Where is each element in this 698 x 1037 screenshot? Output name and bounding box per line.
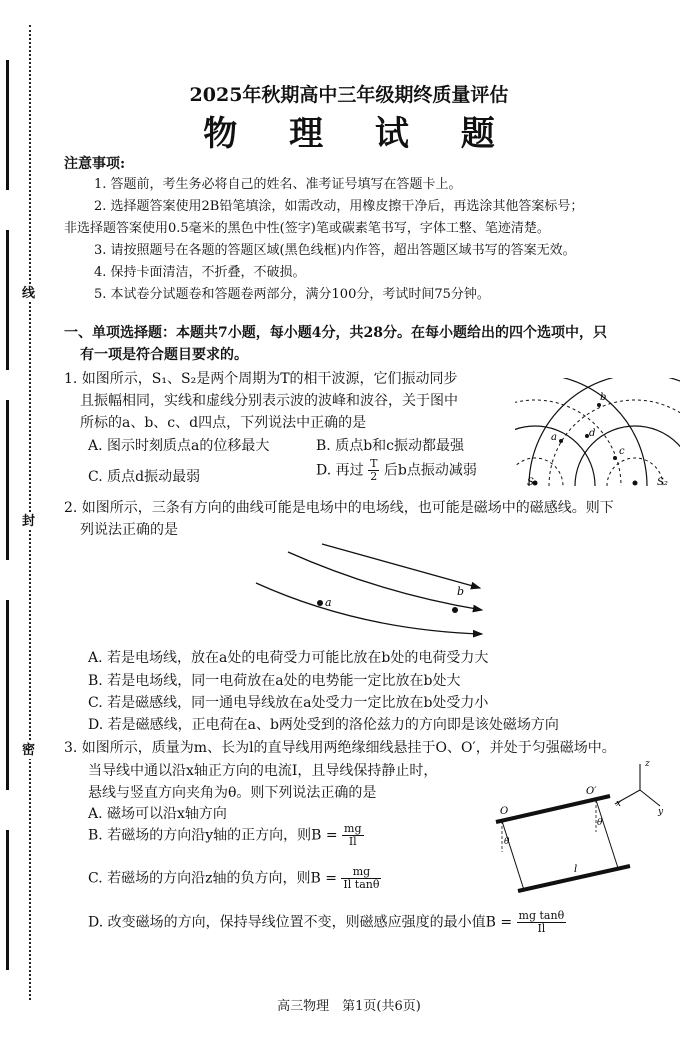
margin-label-line: 线 (22, 286, 36, 301)
label-s1: S₁ (527, 477, 538, 488)
exam-title: 2025年秋期高中三年级期终质量评估 (189, 84, 509, 106)
q1-wave-figure (515, 378, 680, 490)
q3-option-b (88, 823, 364, 848)
q1-stem: 且振幅相同，实线和虚线分别表示波的波峰和波谷，关于图中 (80, 393, 458, 409)
label-theta: θ (504, 837, 510, 847)
section-heading: 一、单项选择题：本题共7小题，每小题4分，共28分。在每小题给出的四个选项中，只 (64, 325, 607, 341)
q3-option-c (88, 866, 381, 891)
fraction: $\frac{T}{2}$ (370, 457, 378, 484)
q3-option-c-text: C. 若磁场的方向沿z轴的负方向，则B = (88, 870, 337, 887)
label-o-prime: O′ (586, 786, 597, 797)
q1-option-d-text: D. 再过 (316, 462, 364, 479)
q3-stem: 当导线中通以沿x轴正方向的电流I，且导线保持静止时， (88, 763, 438, 779)
notes-heading: 注意事项: (64, 156, 126, 172)
margin-label-secret: 密 (22, 743, 36, 758)
q2-stem: 列说法正确的是 (80, 522, 178, 538)
axis-y: y (658, 807, 664, 817)
q1-option-c: C. 质点d振动最弱 (88, 469, 201, 485)
fraction: $\frac{mg}{Il}$ (344, 822, 362, 849)
q3-stem: 3. 如图所示，质量为m、长为l的直导线用两绝缘细线悬挂于O、O′，并处于匀强磁场中。 (64, 740, 616, 756)
note-item: 5. 本试卷分试题卷和答题卷两部分，满分100分，考试时间75分钟。 (94, 287, 490, 302)
label-a: a (551, 432, 557, 443)
q3-stem: 悬线与竖直方向夹角为θ。则下列说法正确的是 (88, 785, 377, 801)
label-b: b (457, 585, 465, 598)
fraction: $\frac{\text{mg tanθ}}{Il}$ (518, 909, 565, 936)
label-c: c (619, 446, 625, 457)
note-item: 2. 选择题答案使用2B铅笔填涂，如需改动，用橡皮擦干净后，再选涂其他答案标号； (94, 199, 584, 214)
q3-wire-figure (490, 752, 685, 902)
label-a: a (325, 596, 332, 609)
q2-stem: 2. 如图所示，三条有方向的曲线可能是电场中的电场线，也可能是磁场中的磁感线。则下 (64, 500, 614, 516)
note-item: 非选择题答案使用0.5毫米的黑色中性(签字)笔或碳素笔书写，字体工整、笔迹清楚。 (64, 221, 550, 236)
note-item: 4. 保持卡面清洁，不折叠，不破损。 (94, 265, 306, 280)
label-b: b (600, 392, 607, 403)
binding-margin (0, 0, 44, 1037)
margin-label-seal: 封 (22, 514, 36, 529)
margin-bar (6, 830, 9, 970)
section-heading-cont: 有一项是符合题目要求的。 (80, 347, 248, 363)
q2-option-a: A. 若是电场线，放在a处的电荷受力可能比放在b处的电荷受力大 (88, 650, 489, 666)
margin-bar (6, 600, 9, 790)
q2-option-c: C. 若是磁感线，同一通电导线放在a处受力一定比放在b处受力小 (88, 695, 489, 711)
fraction: $\frac{mg}{\text{Il tanθ}}$ (343, 865, 380, 892)
page-footer: 高三物理 第1页(共6页) (277, 999, 421, 1014)
note-item: 1. 答题前，考生务必将自己的姓名、准考证号填写在答题卡上。 (94, 177, 462, 192)
q2-option-b: B. 若是电场线，同一电荷放在a处的电势能一定比放在b处大 (88, 673, 461, 689)
q1-option-d (316, 458, 477, 483)
q1-stem: 1. 如图所示，S₁、S₂是两个周期为T的相干波源，它们振动同步 (64, 371, 458, 387)
axis-z: z (645, 759, 650, 769)
q3-option-d (88, 910, 566, 935)
label-l: l (574, 864, 578, 875)
q3-option-d-text: D. 改变磁场的方向，保持导线位置不变，则磁感应强度的最小值B = (88, 914, 513, 931)
subject-title: 物 理 试 题 (203, 114, 515, 154)
label-d: d (589, 428, 596, 439)
note-item: 3. 请按照题号在各题的答题区域(黑色线框)内作答，超出答题区域书写的答案无效。 (94, 243, 576, 258)
margin-bar (6, 230, 9, 370)
q3-option-a: A. 磁场可以沿x轴方向 (88, 806, 227, 822)
q1-option-b: B. 质点b和c振动都最强 (316, 438, 464, 454)
margin-bar (6, 400, 9, 560)
q1-option-a: A. 图示时刻质点a的位移最大 (88, 438, 270, 454)
axis-x: x (616, 799, 622, 809)
label-o: O (500, 806, 509, 817)
q3-option-b-text: B. 若磁场的方向沿y轴的正方向，则B = (88, 827, 338, 844)
label-s2: S₂ (657, 477, 668, 488)
q1-option-d-text: 后b点振动减弱 (383, 462, 477, 479)
label-theta: θ (597, 818, 603, 828)
q1-stem: 所标的a、b、c、d四点，下列说法中正确的是 (80, 415, 367, 431)
q2-field-lines-figure (250, 538, 490, 646)
q2-option-d: D. 若是磁感线，正电荷在a、b两处受到的洛伦兹力的方向即是该处磁场方向 (88, 717, 559, 733)
